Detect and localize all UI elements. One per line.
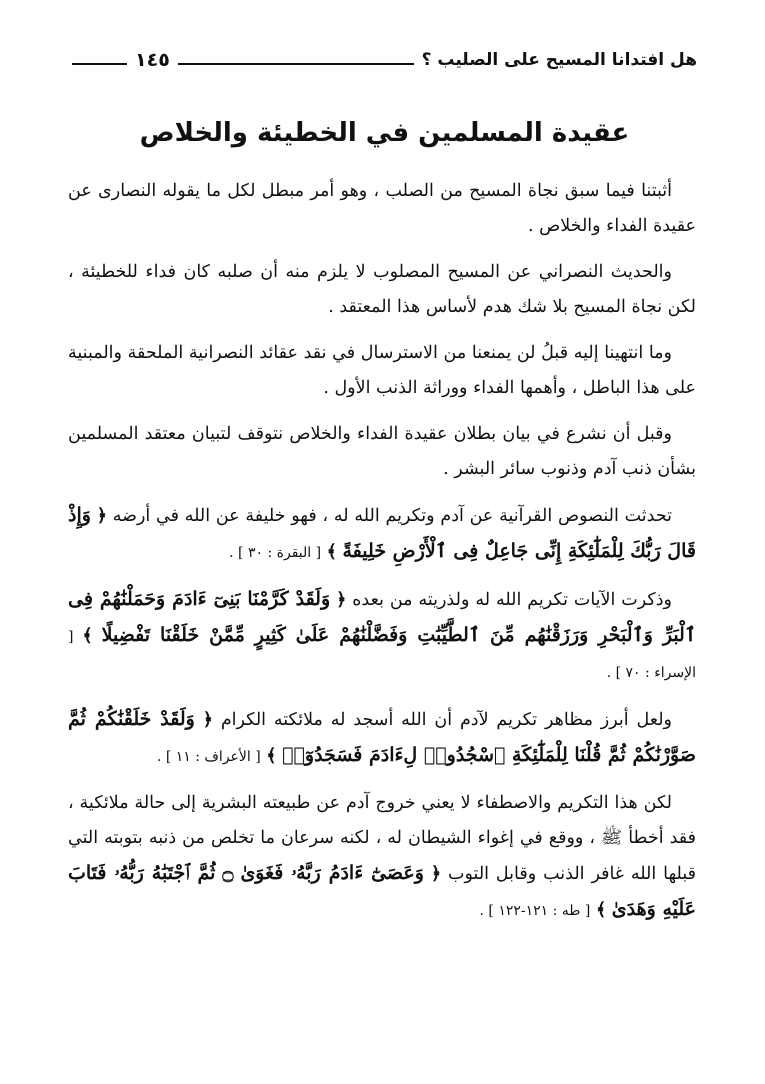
paragraph-text: والحديث النصراني عن المسيح المصلوب لا يلزم منه أن صلبه كان فداء للخطيئة ، لكن نجاة المسيح بلا شك هدم لأساس هذا المعتقد .: [68, 262, 696, 317]
section-title: عقيدة المسلمين في الخطيئة والخلاص: [139, 118, 630, 148]
running-header: [72, 40, 697, 80]
verse-reference: طه : ١٢١-١٢٢: [498, 903, 581, 919]
verse-reference: البقرة : ٣٠: [247, 545, 312, 561]
header-rule-short: [72, 63, 127, 65]
paragraph-3: [68, 336, 696, 406]
quran-verse: وَعَصَىٰٓ ءَادَمُ رَبَّهُۥ فَغَوَىٰ: [240, 862, 424, 884]
verse-reference: الأعراف : ١١: [175, 749, 251, 765]
paragraph-text: تحدثت النصوص القرآنية عن آدم وتكريم الله له ، فهو خليفة عن الله في أرضه: [112, 506, 672, 526]
body-text: [68, 174, 696, 940]
running-title: هل افتدانا المسيح على الصليب ؟: [421, 50, 697, 70]
header-rule: [178, 63, 414, 65]
page-number: ١٤٥: [135, 49, 170, 71]
paragraph-1: [68, 174, 696, 244]
paragraph-4: [68, 417, 696, 487]
paragraph-5: تحدثت النصوص القرآنية عن آدم وتكريم الله له ، فهو خليفة عن الله في أرضه ﴿ وَإِذْ قَالَ رَبُّكَ لِلْمَلَٰٓئِكَةِ إِنِّى جَاعِلٌ فِى ٱلْأَرْضِ خَلِيفَةً ﴾ [ البقرة : ٣٠ ] .: [68, 504, 696, 562]
verse-reference: الإسراء : ٧٠: [625, 665, 696, 681]
paragraph-7: ولعل أبرز مظاهر تكريم لآدم أن الله أسجد له ملائكته الكرام ﴿ وَلَقَدْ خَلَقْنَٰكُمْ ثُمَّ صَوَّرْنَٰكُمْ ثُمَّ قُلْنَا لِلْمَلَٰٓئِكَةِ ٱسْجُدُوا۟ لِءَادَمَ فَسَجَدُوٓا۟ ﴾ [ الأعراف : ١١ ] .: [68, 708, 696, 766]
paragraph-text: وذكرت الآيات تكريم الله له ولذريته من بعده: [352, 590, 672, 610]
quran-verse: وَلَقَدْ كَرَّمْنَا بَنِىٓ ءَادَمَ وَحَمَلْنَٰهُمْ فِى ٱلْبَرِّ وَٱلْبَحْرِ وَرَزَقْنَٰهُم مِّنَ ٱلطَّيِّبَٰتِ وَفَضَّلْنَٰهُمْ عَلَىٰ كَثِيرٍ مِّمَّنْ خَلَقْنَا تَفْضِيلًا: [68, 588, 696, 646]
paragraph-text: لكن هذا التكريم والاصطفاء لا يعني خروج آدم عن طبيعته البشرية إلى حالة ملائكية ، فقد أخطأ ﷺ ، ووقع في إغواء الشيطان له ، لكنه سرعان ما تخلص من ذنبه بتوبته التي قبلها الله غافر الذنب وقابل التوب: [68, 793, 696, 884]
quran-verse: ثُمَّ ٱجْتَبَٰهُ رَبُّهُۥ فَتَابَ عَلَيْهِ وَهَدَىٰ: [68, 862, 696, 920]
ayah-mark: ۝: [222, 862, 234, 884]
paragraph-text: ولعل أبرز مظاهر تكريم لآدم أن الله أسجد له ملائكته الكرام: [220, 710, 672, 730]
paragraph-text: وقبل أن نشرع في بيان بطلان عقيدة الفداء والخلاص نتوقف لتبيان معتقد المسلمين بشأن ذنب آدم وذنوب سائر البشر .: [68, 424, 696, 479]
paragraph-6: وذكرت الآيات تكريم الله له ولذريته من بعده ﴿ وَلَقَدْ كَرَّمْنَا بَنِىٓ ءَادَمَ وَحَمَلْنَٰهُمْ فِى ٱلْبَرِّ وَٱلْبَحْرِ وَرَزَقْنَٰهُم مِّنَ ٱلطَّيِّبَٰتِ وَفَضَّلْنَٰهُمْ عَلَىٰ كَثِيرٍ مِّمَّنْ خَلَقْنَا تَفْضِيلًا ﴾ [ الإسراء : ٧٠ ] .: [68, 588, 696, 681]
quran-verse: وَلَقَدْ خَلَقْنَٰكُمْ ثُمَّ صَوَّرْنَٰكُمْ ثُمَّ قُلْنَا لِلْمَلَٰٓئِكَةِ ٱسْجُدُوا۟ لِءَادَمَ فَسَجَدُوٓا۟: [68, 708, 696, 766]
paragraph-2: [68, 255, 696, 325]
paragraph-text: وما انتهينا إليه قبلُ لن يمنعنا من الاسترسال في نقد عقائد النصرانية الملحقة والمبنية على هذا الباطل ، وأهمها الفداء ووراثة الذنب الأول .: [68, 343, 696, 398]
paragraph-text: أثبتنا فيما سبق نجاة المسيح من الصلب ، وهو أمر مبطل لكل ما يقوله النصارى عن عقيدة الفداء والخلاص .: [68, 181, 696, 236]
quran-verse: وَإِذْ قَالَ رَبُّكَ لِلْمَلَٰٓئِكَةِ إِنِّى جَاعِلٌ فِى ٱلْأَرْضِ خَلِيفَةً: [68, 504, 696, 562]
paragraph-8: لكن هذا التكريم والاصطفاء لا يعني خروج آدم عن طبيعته البشرية إلى حالة ملائكية ، فقد أخطأ ﷺ ، ووقع في إغواء الشيطان له ، لكنه سرعان ما تخلص من ذنبه بتوبته التي قبلها الله غافر الذنب وقابل التوب ﴿ وَعَصَىٰٓ ءَادَمُ رَبَّهُۥ فَغَوَىٰ ۝ ثُمَّ ٱجْتَبَٰهُ رَبُّهُۥ فَتَابَ عَلَيْهِ وَهَدَىٰ ﴾ [ طه : ١٢١-١٢٢ ] .: [68, 793, 696, 920]
